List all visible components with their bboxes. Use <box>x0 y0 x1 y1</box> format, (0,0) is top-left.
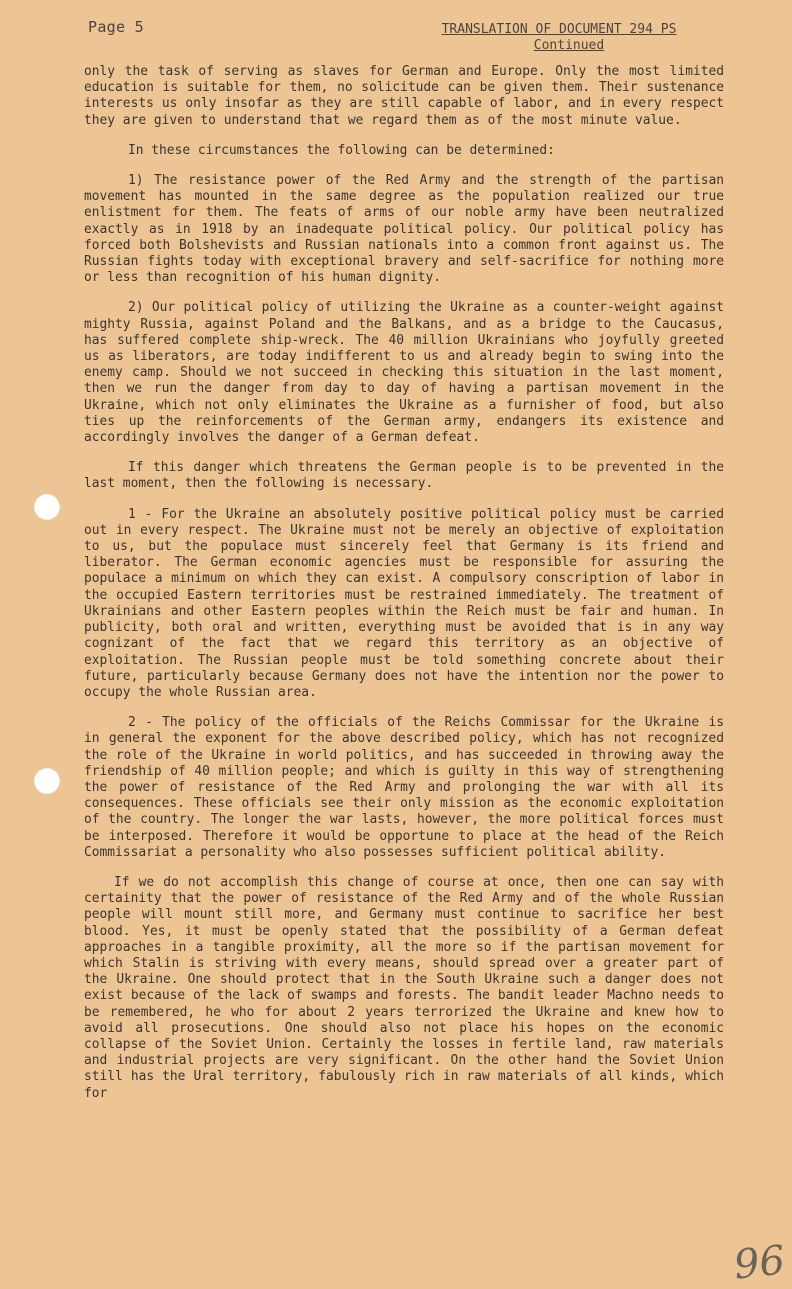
paragraph-point-1: 1) The resistance power of the Red Army and the strength of the partisan movement has mounted in the same degree as the population realized our true enlistment for them. The feats of arms of our noble army have been neutralized exactly as in 1918 by an inadequate political policy. Our political policy has forced both Bolshevists and Russian nationals into a common front against us. The Russian fights today with exceptional bravery and self-sacrifice for nothing more or less than recognition of his human dignity. <box>84 173 724 286</box>
document-subtitle: Continued <box>533 38 605 53</box>
punch-hole <box>34 768 60 794</box>
paragraph-circumstances: In these circumstances the following can be determined: <box>128 142 555 158</box>
paragraph-danger: If this danger which threatens the German people is to be prevented in the last moment, then the following is necessary. <box>84 460 724 492</box>
document-body <box>84 64 724 1102</box>
document-header <box>430 22 688 54</box>
paragraph-measure-2: 2 - The policy of the officials of the Reichs Commissar for the Ukraine is in general the exponent for the above described policy, which has not recognized the role of the Ukraine in world politics, and has succeeded in throwing away the friendship of 40 million people; and which is guilty in this way of strengthening the power of resistance of the Red Army and prolonging the war with all its consequences. These officials see their only mission as the economic exploitation of the country. The longer the war lasts, however, the more political forces must be interposed. Therefore it would be opportune to place at the head of the Reich Commissariat a personality who also possesses sufficient political ability. <box>84 715 724 860</box>
document-title: TRANSLATION OF DOCUMENT 294 PS <box>441 22 677 37</box>
punch-hole <box>34 494 60 520</box>
paragraph-point-2: 2) Our political policy of utilizing the Ukraine as a counter-weight against mighty Russia, against Poland and the Balkans, and as a bridge to the Caucasus, has suffered complete ship-wreck. The 40 million Ukrainians who joyfully greeted us as liberators, are today indifferent to us and already begin to swing into the enemy camp. Should we not succeed in checking this situation in the last moment, then we run the danger from day to day of having a partisan movement in the Ukraine, which not only eliminates the Ukraine as a furnisher of food, but also ties up the reinforcements of the German army, endangers its existence and accordingly involves the danger of a German defeat. <box>84 300 724 446</box>
handwritten-page-mark: 96 <box>731 1237 788 1289</box>
paragraph-measure-1: 1 - For the Ukraine an absolutely positive political policy must be carried out in every respect. The Ukraine must not be merely an objective of exploitation to us, but the populace must sincerely feel that Germany is its friend and liberator. The German economic agencies must be responsible for assuring the populace a minimum on which they can exist. A compulsory conscription of labor in the occupied Eastern territories must be restrained immediately. The treatment of Ukrainians and other Eastern peoples within the Reich must be fair and human. In publicity, both oral and written, everything must be avoided that is in any way cognizant of the fact that we regard this territory as an objective of exploitation. The Russian people must be told something concrete about their future, particularly because Germany does not have the intention nor the power to occupy the whole Russian area. <box>84 506 724 700</box>
page-number: Page 5 <box>88 18 144 36</box>
paragraph-intro: only the task of serving as slaves for German and Europe. Only the most limited education is suitable for them, no solicitude can be given them. Their sustenance interests us only insofar as they are still capable of labor, and in every respect they are given to understand that we regard them as of the most minute value. <box>84 64 724 128</box>
paragraph-conclusion: If we do not accomplish this change of course at once, then one can say with certainity that the power of resistance of the Red Army and of the whole Russian people will mount still more, and Germany must continue to sacrifice her best blood. Yes, it must be openly stated that the possibility of a German defeat approaches in a tangible proximity, all the more so if the partisan movement for which Stalin is striving with every means, should spread over a greater part of the Ukraine. One should protect that in the South Ukraine such a danger does not exist because of the lack of swamps and forests. The bandit leader Machno needs to be remembered, he who for about 2 years terrorized the Ukraine and knew how to avoid all prosecutions. One should also not place his hopes on the economic collapse of the Soviet Union. Certainly the losses in fertile land, raw materials and industrial projects are very significant. On the other hand the Soviet Union still has the Ural territory, fabulously rich in raw materials of all kinds, which for <box>84 874 724 1101</box>
